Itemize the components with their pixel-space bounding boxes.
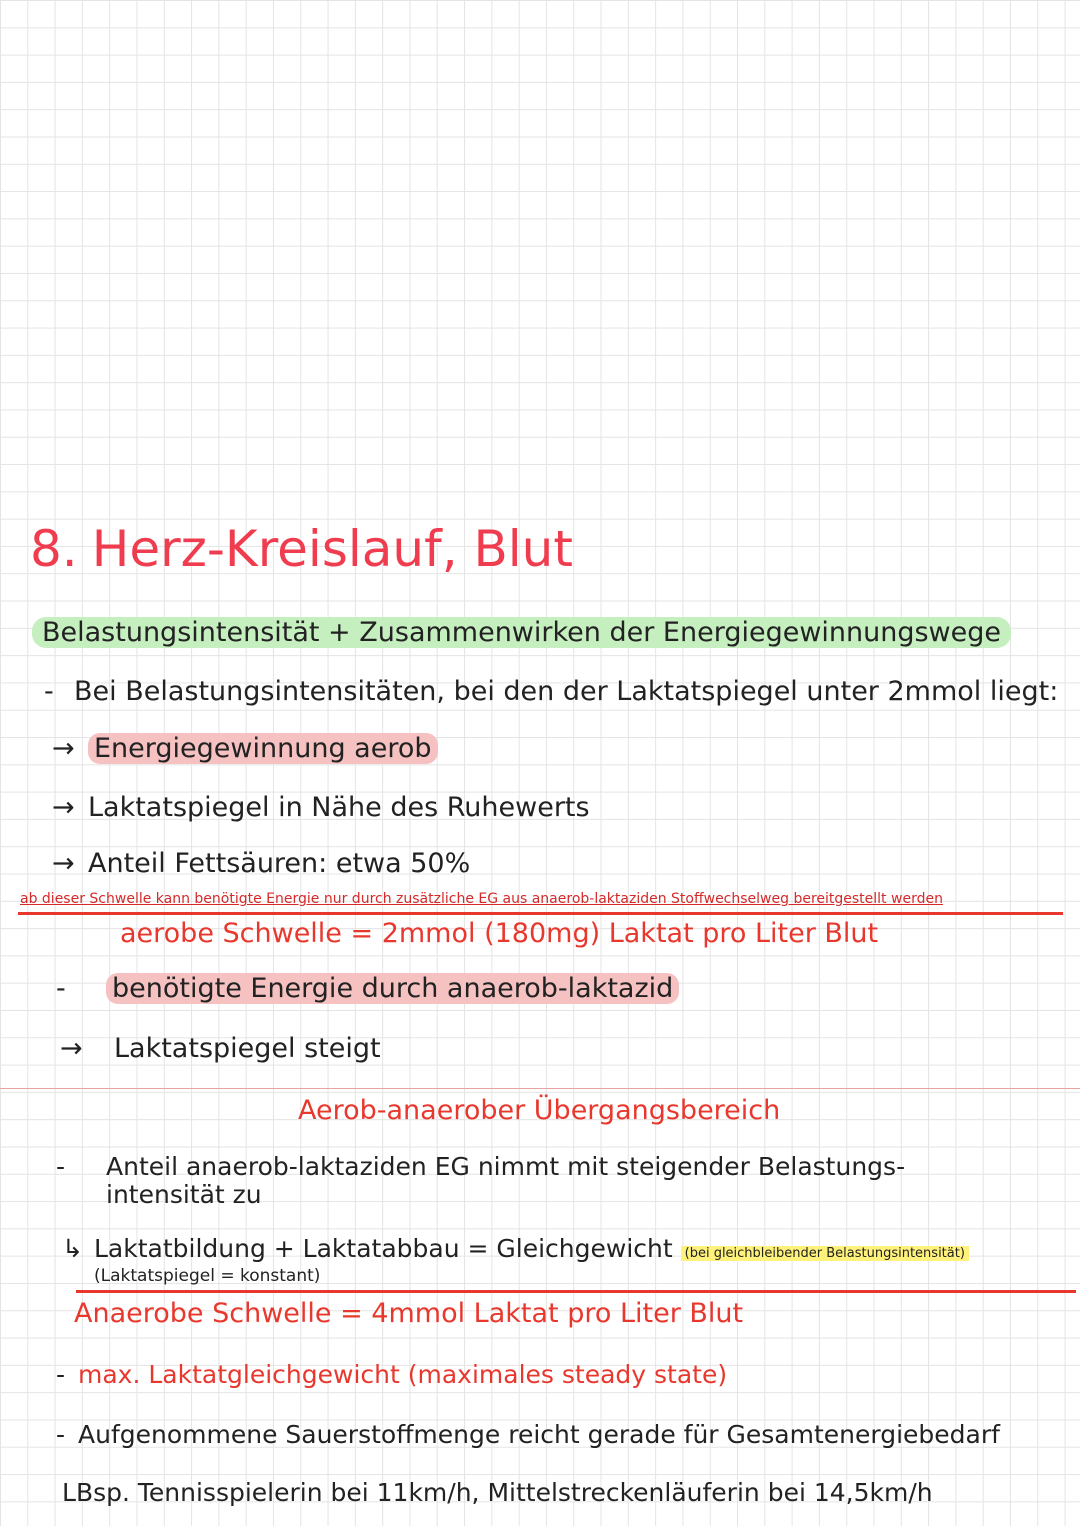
after-2-text: Laktatspiegel steigt — [114, 1033, 381, 1064]
dash-marker: - — [44, 676, 54, 707]
condition-line — [44, 676, 1058, 707]
threshold-line — [18, 912, 1063, 915]
item-2-text: Aufgenommene Sauerstoffmenge reicht gerade für Gesamtenergiebedarf — [78, 1420, 1000, 1449]
dash-marker: - — [56, 1420, 66, 1449]
item-1-text: max. Laktatgleichgewicht (maximales steady state) — [78, 1360, 728, 1389]
after-1 — [56, 973, 679, 1004]
arrow-icon: → — [60, 1033, 83, 1064]
example-text: Bsp. Tennisspielerin bei 11km/h, Mittelstreckenläuferin bei 14,5km/h — [75, 1478, 933, 1507]
item-2 — [56, 1420, 1000, 1449]
item-1 — [56, 1360, 727, 1389]
after-2 — [60, 1033, 381, 1064]
aerobic-threshold: aerobe Schwelle = 2mmol (180mg) Laktat pro Liter Blut — [120, 918, 879, 949]
after-1-text: benötigte Energie durch anaerob-laktazid — [106, 973, 679, 1004]
balance-text: Laktatbildung + Laktatabbau = Gleichgewicht — [94, 1234, 673, 1263]
dash-marker: - — [56, 1152, 66, 1181]
example-corner: L — [62, 1478, 76, 1507]
dash-marker: - — [56, 973, 66, 1004]
dash-marker: - — [56, 1360, 66, 1389]
intro-line — [32, 617, 1011, 648]
page-title — [30, 520, 573, 578]
anaerobic-line — [76, 1290, 1076, 1293]
point-1 — [52, 733, 438, 764]
condition-text: Bei Belastungsintensitäten, bei den der Laktatspiegel unter 2mmol liegt: — [74, 676, 1059, 707]
section2-point-cont: intensität zu — [106, 1180, 262, 1209]
threshold-note: ab dieser Schwelle kann benötigte Energie nur durch zusätzliche EG aus anaerob-laktaziden Stoffwechselweg bereitgestellt werden — [20, 891, 943, 907]
chapter-title: Herz-Kreislauf, Blut — [91, 520, 573, 578]
balance-sub: (Laktatspiegel = konstant) — [94, 1266, 321, 1286]
point-3-text: Anteil Fettsäuren: etwa 50% — [88, 848, 471, 879]
point-2-text: Laktatspiegel in Nähe des Ruhewerts — [88, 792, 590, 823]
section-divider — [0, 1088, 1080, 1089]
section2-point-text: Anteil anaerob-laktaziden EG nimmt mit steigender Belastungs- — [106, 1152, 906, 1181]
balance-line — [62, 1234, 969, 1263]
arrow-icon: → — [52, 733, 75, 764]
arrow-icon: → — [52, 792, 75, 823]
section2-point — [56, 1152, 905, 1181]
point-3 — [52, 848, 470, 879]
anaerobic-threshold: Anaerobe Schwelle = 4mmol Laktat pro Liter Blut — [74, 1298, 744, 1329]
return-arrow-icon: ↳ — [62, 1234, 83, 1263]
section2-title: Aerob-anaerober Übergangsbereich — [298, 1095, 781, 1126]
point-1-text: Energiegewinnung aerob — [88, 733, 438, 764]
intro-text: Belastungsintensität + Zusammenwirken der Energiegewinnungswege — [32, 617, 1011, 648]
chapter-number: 8. — [30, 520, 78, 578]
arrow-icon: → — [52, 848, 75, 879]
example — [62, 1478, 933, 1507]
balance-note: (bei gleichbleibender Belastungsintensität) — [681, 1246, 969, 1261]
point-2 — [52, 792, 590, 823]
